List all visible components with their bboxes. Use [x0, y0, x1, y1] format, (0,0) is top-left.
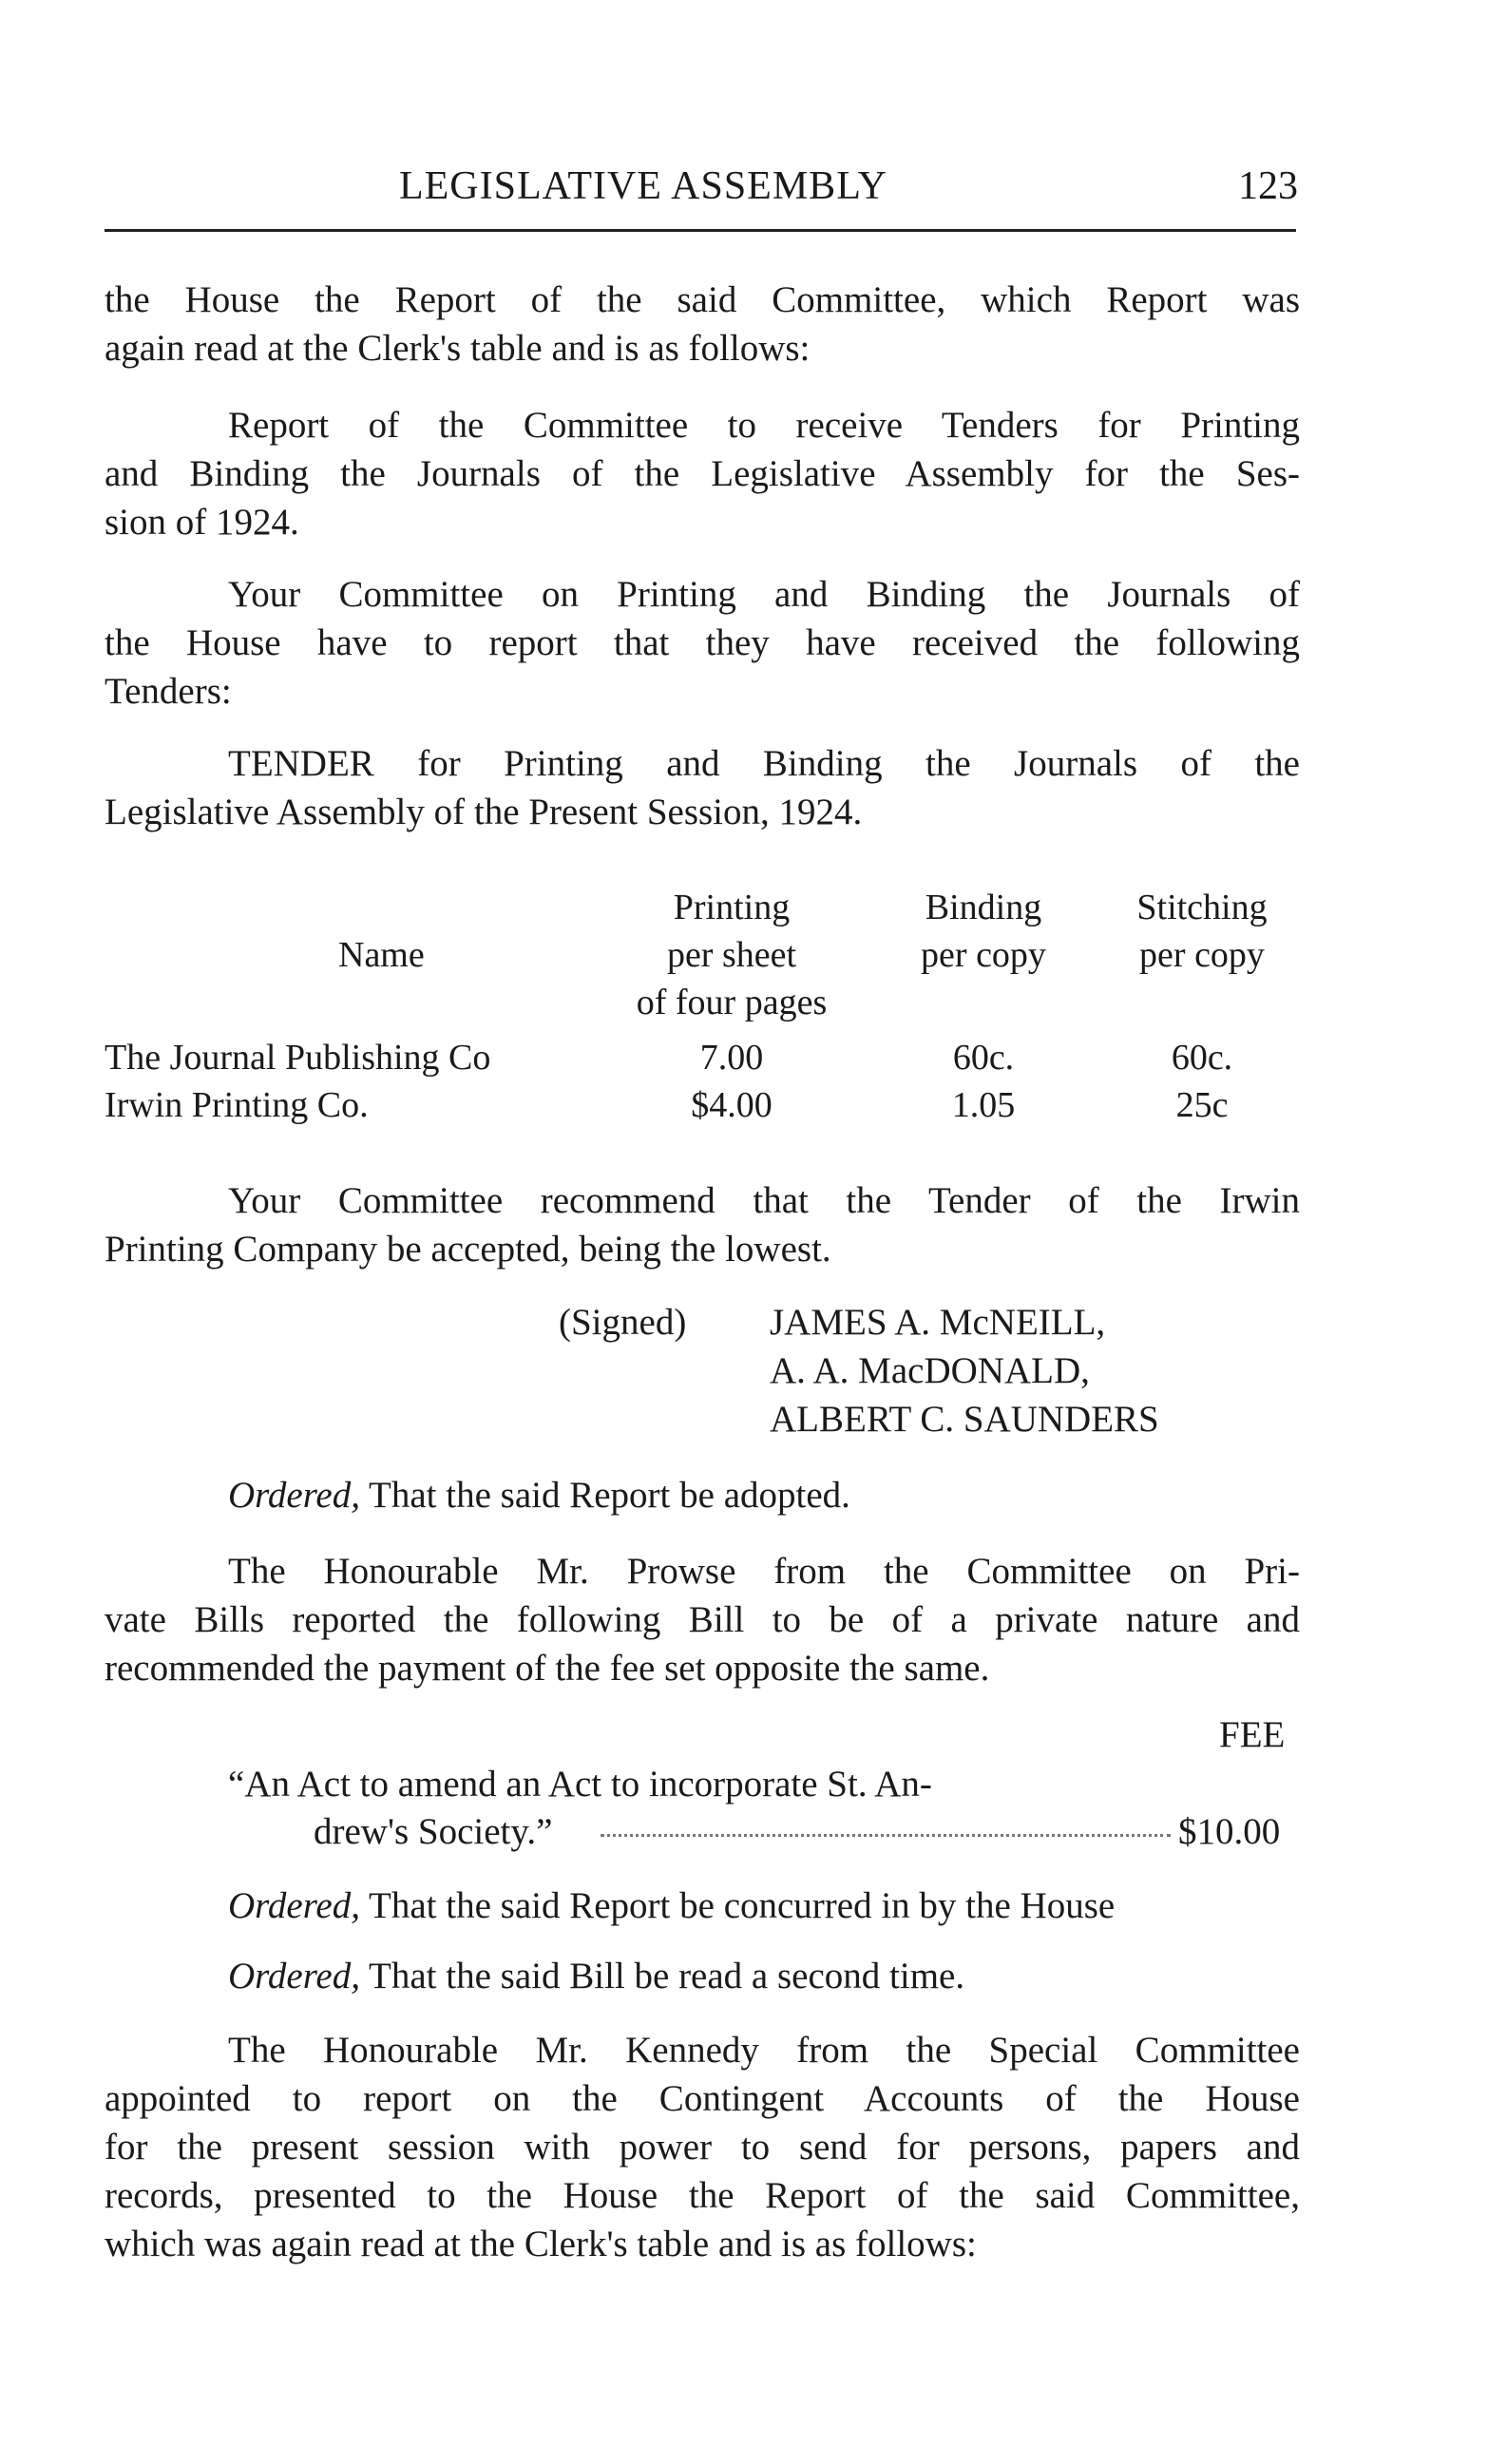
table-cell-binding: 1.05 [951, 1085, 1016, 1125]
paragraph-private-bills [105, 1547, 1300, 1692]
table-header-name: Name [338, 935, 425, 975]
text-line: Report of the Committee to receive Tenders for Printing [228, 405, 1300, 446]
paragraph-recommendation [105, 1176, 1300, 1273]
paragraph-report-title [105, 401, 1300, 546]
text-line: Your Committee recommend that the Tender of the Irwin [228, 1180, 1300, 1221]
table-cell-printing: $4.00 [691, 1085, 773, 1125]
paragraph-intro [105, 276, 1300, 372]
text-line: for the present session with power to send for persons, papers and [105, 2127, 1300, 2168]
text-line: The Honourable Mr. Kennedy from the Special Committee [228, 2030, 1300, 2071]
table-header-stitching-2: per copy [1139, 935, 1265, 975]
header-rule [105, 229, 1296, 232]
text-line: records, presented to the House the Report of the said Committee, [105, 2175, 1300, 2216]
paragraph-tender-heading [105, 739, 1300, 836]
text-line: which was again read at the Clerk's table and is as follows: [105, 2224, 977, 2264]
table-header-binding-2: per copy [921, 935, 1046, 975]
text-line: Printing Company be accepted, being the lowest. [105, 1229, 831, 1270]
bill-title-line: “An Act to amend an Act to incorporate St. An- [228, 1764, 932, 1805]
ordered-resolution [228, 1881, 1115, 1930]
running-header-title: LEGISLATIVE ASSEMBLY [399, 164, 887, 208]
table-cell-name: Irwin Printing Co. [105, 1085, 369, 1125]
text-line: TENDER for Printing and Binding the Journals of the [228, 743, 1300, 784]
text-line: sion of 1924. [105, 502, 299, 543]
dot-leader [601, 1834, 1171, 1837]
text-line: The Honourable Mr. Prowse from the Committee on Pri- [228, 1551, 1300, 1592]
table-header-binding-1: Binding [925, 888, 1042, 927]
text-line: appointed to report on the Contingent Accounts of the House [105, 2078, 1300, 2119]
table-cell-stitching: 25c [1175, 1085, 1229, 1125]
text-line: Your Committee on Printing and Binding the Journals of [228, 574, 1300, 615]
signatory-name: JAMES A. McNEILL, [770, 1302, 1106, 1343]
ordered-text: That the said Report be concurred in by the House [369, 1885, 1116, 1926]
signed-label: (Signed) [559, 1302, 687, 1343]
text-line: recommended the payment of the fee set opposite the same. [105, 1648, 990, 1689]
fee-amount: $10.00 [1178, 1811, 1281, 1852]
signatory-name: A. A. MacDONALD, [770, 1350, 1090, 1391]
paragraph-committee-report [105, 570, 1300, 716]
text-line: the House the Report of the said Committee, which Report was [105, 279, 1300, 320]
ordered-label: Ordered, [228, 1475, 360, 1516]
ordered-label: Ordered, [228, 1956, 360, 1996]
table-cell-binding: 60c. [952, 1038, 1015, 1078]
table-header-printing-3: of four pages [636, 983, 828, 1022]
ordered-text: That the said Bill be read a second time. [369, 1956, 965, 1996]
text-line: the House have to report that they have received the following [105, 622, 1300, 663]
text-line: and Binding the Journals of the Legislative Assembly for the Ses- [105, 453, 1300, 494]
table-header-stitching-1: Stitching [1136, 888, 1268, 927]
bill-title-line: drew's Society.” [314, 1811, 553, 1852]
ordered-label: Ordered, [228, 1885, 360, 1926]
table-header-printing-1: Printing [673, 888, 791, 927]
page-number: 123 [1238, 164, 1298, 208]
text-line: vate Bills reported the following Bill to be of a private nature and [105, 1599, 1300, 1640]
paragraph-contingent-accounts [105, 2026, 1300, 2268]
table-cell-stitching: 60c. [1171, 1038, 1233, 1078]
ordered-resolution [228, 1471, 850, 1519]
signatory-name: ALBERT C. SAUNDERS [770, 1399, 1159, 1440]
text-line: again read at the Clerk's table and is as follows: [105, 328, 811, 369]
table-cell-printing: 7.00 [699, 1038, 764, 1078]
text-line: Legislative Assembly of the Present Session, 1924. [105, 792, 863, 832]
fee-column-label: FEE [1219, 1714, 1286, 1755]
ordered-resolution [228, 1952, 964, 2000]
table-header-printing-2: per sheet [666, 935, 797, 975]
ordered-text: That the said Report be adopted. [369, 1475, 850, 1516]
table-cell-name: The Journal Publishing Co [105, 1038, 491, 1078]
text-line: Tenders: [105, 671, 232, 712]
